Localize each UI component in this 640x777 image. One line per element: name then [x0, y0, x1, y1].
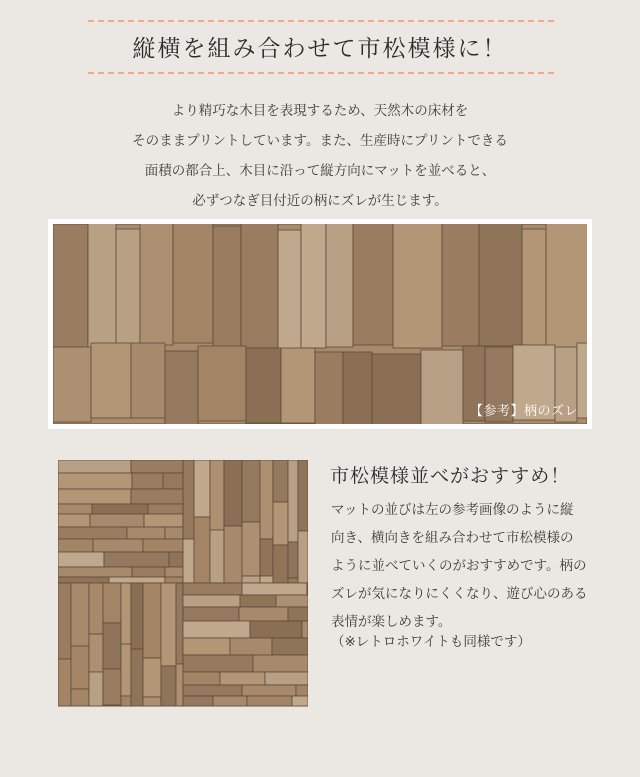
mat-plank	[288, 607, 308, 621]
wood-plank	[393, 224, 442, 348]
mat-plank	[253, 655, 308, 672]
wood-plank	[326, 224, 353, 347]
wood-plank	[442, 224, 479, 346]
mat-plank	[292, 696, 308, 706]
intro-line: より精巧な木目を表現するため、天然木の床材を	[171, 103, 469, 119]
wood-plank	[281, 348, 315, 423]
mat-plank	[161, 666, 176, 706]
wood-plank	[315, 352, 343, 424]
mat-plank	[260, 539, 273, 576]
pattern-misalignment-image	[48, 219, 592, 429]
mat-plank	[242, 576, 260, 583]
description-line: 表情が楽しめます。	[331, 614, 452, 630]
note-text: （※レトロホワイトも同様です）	[331, 634, 531, 650]
mat-plank	[58, 539, 93, 552]
mat-plank	[121, 583, 131, 644]
wood-plank	[213, 226, 241, 351]
mat-plank	[176, 664, 183, 706]
wood-plank	[343, 352, 372, 424]
wood-plank	[353, 224, 393, 345]
wood-plank	[140, 224, 173, 345]
mat-plank	[183, 696, 213, 706]
mat-plank	[183, 460, 194, 539]
mat-plank	[213, 696, 247, 706]
mat-plank	[131, 649, 143, 706]
mat-plank	[127, 527, 165, 539]
mat-plank	[183, 583, 242, 595]
mat-plank	[132, 473, 163, 489]
mat-plank	[165, 577, 183, 583]
wood-plank	[246, 348, 281, 423]
mat-plank	[109, 577, 165, 583]
mat-plank	[58, 489, 131, 504]
mat-plank	[165, 527, 183, 539]
top-dashed-rule	[88, 20, 554, 22]
wood-plank	[278, 230, 301, 355]
mat-plank	[273, 545, 288, 583]
mat-plank	[58, 659, 71, 706]
mat-plank	[276, 595, 308, 607]
wood-plank	[165, 351, 198, 424]
mat-plank	[240, 595, 276, 607]
mat-plank	[242, 522, 260, 576]
mat-plank	[183, 539, 194, 583]
mat-plank	[298, 460, 308, 531]
reference-caption: 【参考】柄のズレ	[469, 404, 578, 419]
mat-plank	[169, 552, 183, 567]
mat-plank	[183, 685, 242, 696]
mat-plank	[103, 583, 121, 623]
mat-plank	[161, 583, 176, 666]
section-heading: 市松模様並べがおすすめ！	[330, 465, 571, 487]
mat-plank	[194, 517, 210, 583]
mat-plank	[165, 567, 183, 577]
page-heading: 縦横を組み合わせて市松模様に！	[132, 36, 508, 62]
wood-plank	[421, 350, 463, 424]
wood-plank	[198, 346, 246, 421]
mat-plank	[183, 638, 230, 655]
mat-plank	[273, 502, 288, 545]
mat-plank	[250, 621, 302, 638]
mat-plank	[121, 644, 131, 696]
mat-plank	[93, 539, 143, 552]
mat-plank	[58, 473, 132, 489]
mat-plank	[143, 539, 183, 552]
intro-line: そのままプリントしています。また、生産時にプリントできる	[132, 133, 508, 149]
intro-line: 面積の都合上、木目に沿って縦方向にマットを並べると、	[144, 163, 496, 179]
mat-plank	[239, 607, 288, 621]
mat-plank	[288, 460, 298, 542]
mat-plank	[183, 655, 253, 672]
mat-plank	[58, 504, 92, 514]
mat-plank	[144, 514, 183, 527]
intro-text	[0, 96, 640, 216]
mat-plank	[143, 697, 161, 706]
description-line: ズレが気になりにくくなり、遊び心のある	[331, 586, 588, 602]
description-line: マットの並びは左の参考画像のように縦	[331, 502, 574, 518]
wood-plank	[116, 229, 140, 354]
mat-plank	[58, 583, 71, 659]
mat-plank	[273, 460, 288, 502]
mat-plank	[143, 658, 161, 697]
mat-plank	[298, 531, 308, 583]
mat-plank	[89, 672, 103, 706]
mat-plank	[183, 672, 220, 685]
mat-plank	[183, 607, 239, 621]
description-line: 向き、横向きを組み合わせて市松模様の	[331, 530, 574, 546]
mat-plank	[121, 696, 131, 706]
mat-plank	[265, 672, 308, 685]
mat-plank	[230, 638, 272, 655]
mat-plank	[272, 638, 308, 655]
wood-plank	[173, 224, 213, 343]
mat-plank	[224, 460, 242, 526]
mat-plank	[103, 669, 121, 705]
wood-plank	[241, 224, 278, 348]
wood-plank	[577, 343, 587, 418]
mat-plank	[148, 504, 183, 514]
mat-plank	[89, 583, 103, 634]
wood-plank	[53, 224, 88, 349]
mat-plank	[58, 460, 131, 473]
mat-plank	[194, 460, 210, 517]
wood-plank	[91, 343, 131, 418]
mat-plank	[58, 577, 109, 583]
mat-plank	[210, 460, 224, 530]
mat-plank	[58, 527, 127, 539]
mat-plank	[288, 542, 298, 578]
mat-plank	[103, 623, 121, 669]
mat-plank	[296, 685, 308, 696]
mat-plank	[131, 583, 143, 649]
mat-plank	[89, 634, 103, 672]
mat-plank	[242, 583, 307, 595]
mat-plank	[224, 526, 242, 583]
mat-plank	[183, 595, 240, 607]
description-text	[331, 496, 621, 636]
mat-plank	[242, 460, 260, 522]
mat-plank	[247, 696, 292, 706]
intro-line: 必ずつなぎ目付近の柄にズレが生じます。	[192, 193, 448, 209]
description-line: ように並べていくのがおすすめです。柄の	[331, 558, 587, 574]
wood-plank	[131, 343, 165, 418]
wood-plank	[53, 347, 91, 422]
wood-plank	[479, 224, 522, 346]
mat-plank	[260, 460, 273, 539]
mat-plank	[288, 578, 298, 583]
wood-planks-photo	[53, 224, 587, 424]
mat-plank	[104, 552, 169, 567]
mat-plank	[71, 646, 89, 689]
mat-plank	[220, 672, 265, 685]
mat-plank	[58, 514, 90, 527]
mat-plank	[103, 705, 121, 706]
mat-plank	[183, 621, 250, 638]
mat-plank	[71, 583, 89, 646]
mat-plank	[210, 530, 224, 583]
checkerboard-mat-image	[58, 460, 308, 707]
mat-plank	[90, 514, 144, 527]
mat-plank	[163, 473, 183, 489]
mat-plank	[143, 583, 161, 658]
mat-plank	[58, 552, 104, 567]
mat-plank	[131, 489, 183, 504]
mat-plank	[71, 689, 89, 706]
wood-plank	[88, 224, 116, 348]
mat-plank	[132, 567, 165, 577]
bottom-dashed-rule	[88, 72, 554, 74]
wood-plank	[546, 224, 587, 348]
wood-plank	[372, 354, 421, 424]
mat-plank	[260, 576, 273, 583]
mat-plank	[92, 504, 148, 514]
mat-plank	[131, 460, 183, 473]
mat-plank	[307, 583, 308, 595]
mat-plank	[176, 583, 183, 664]
mat-plank	[58, 567, 132, 577]
mat-plank	[242, 685, 296, 696]
mat-plank	[302, 621, 308, 638]
wood-plank	[522, 229, 546, 354]
wood-plank	[301, 224, 326, 348]
